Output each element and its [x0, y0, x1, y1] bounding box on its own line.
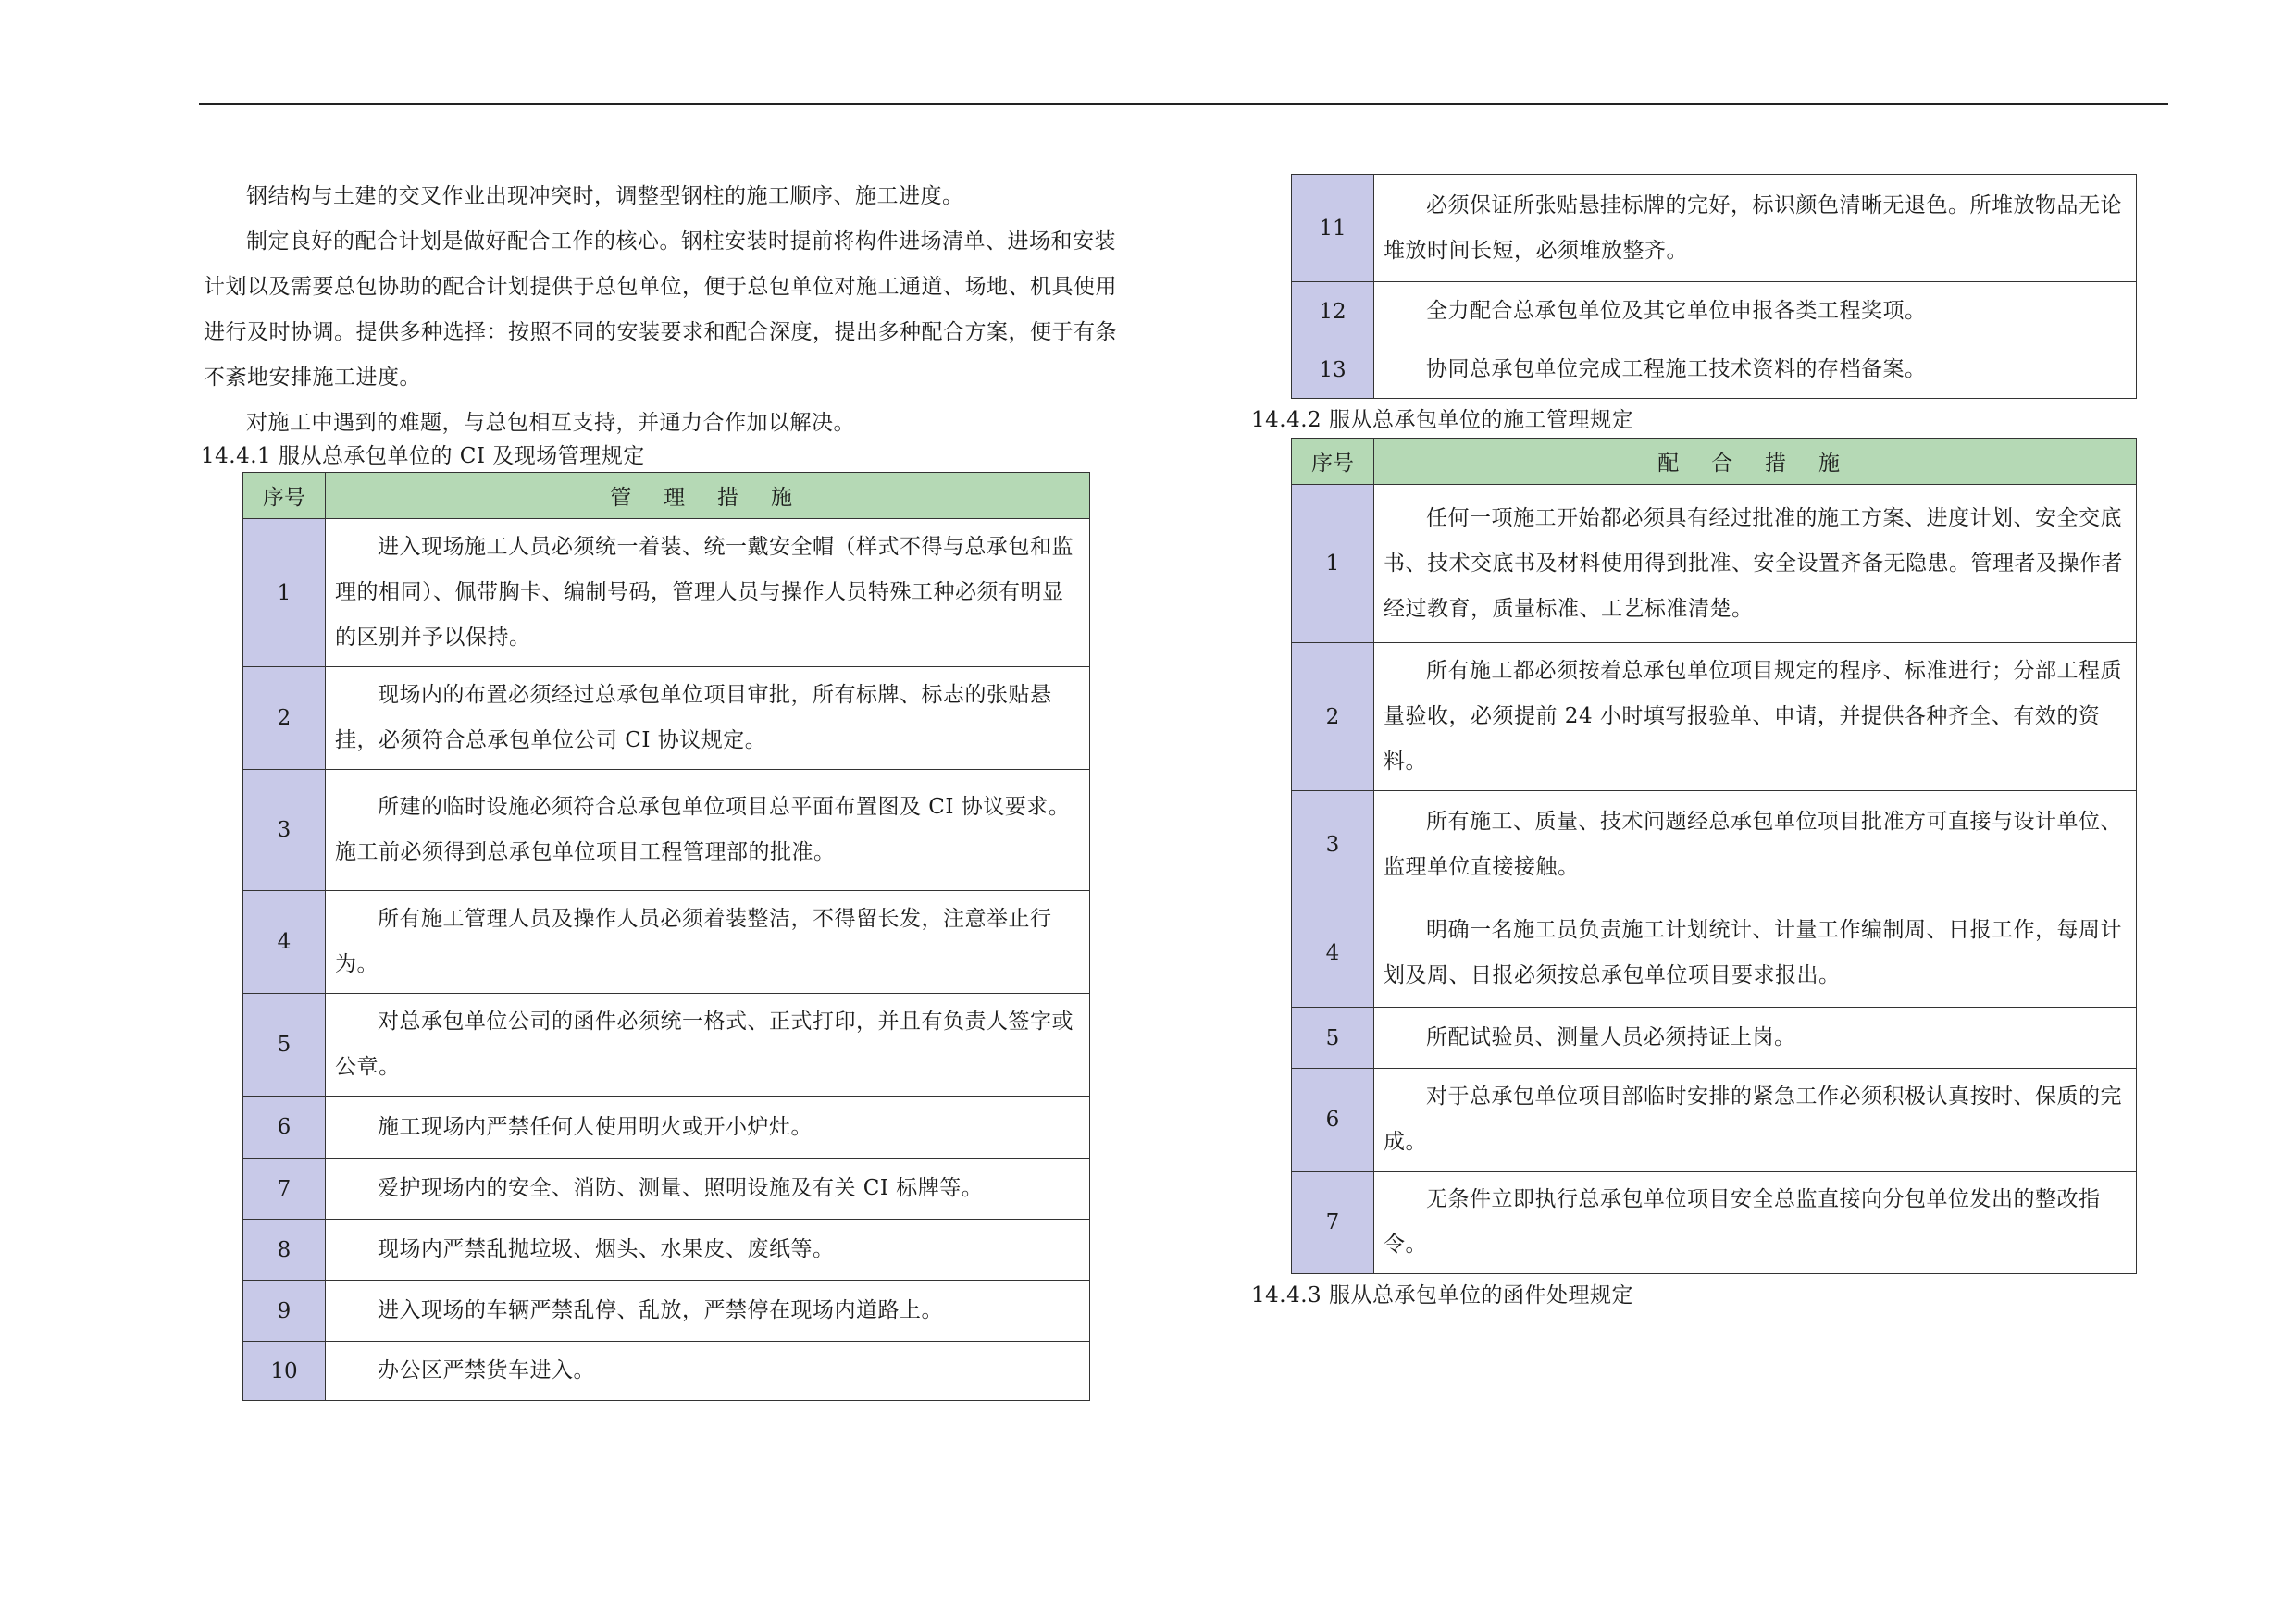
row-text: 对总承包单位公司的函件必须统一格式、正式打印，并且有负责人签字或公章。	[326, 994, 1090, 1097]
header-measures: 管 理 措 施	[326, 473, 1090, 519]
row-text: 办公区严禁货车进入。	[326, 1342, 1090, 1401]
row-num: 4	[243, 891, 326, 994]
row-num: 8	[243, 1220, 326, 1281]
row-text: 明确一名施工员负责施工计划统计、计量工作编制周、日报工作，每周计划及周、日报必须按总承包单位项目要求报出。	[1374, 899, 2137, 1008]
row-num: 2	[243, 667, 326, 770]
table-row	[243, 770, 1090, 891]
table-row	[1292, 485, 2137, 643]
row-num: 3	[1292, 791, 1374, 899]
row-num: 12	[1292, 282, 1374, 341]
table-row	[243, 1281, 1090, 1342]
table-row	[1292, 791, 2137, 899]
row-text: 爱护现场内的安全、消防、测量、照明设施及有关 CI 标牌等。	[326, 1159, 1090, 1220]
construction-management-table	[1291, 438, 2137, 1274]
row-num: 13	[1292, 341, 1374, 399]
table-row	[1292, 175, 2137, 282]
left-column	[201, 174, 1134, 1401]
intro-paragraph-3: 对施工中遇到的难题，与总包相互支持，并通力合作加以解决。	[246, 411, 855, 435]
intro-paragraph-1: 钢结构与土建的交叉作业出现冲突时，调整型钢柱的施工顺序、施工进度。	[246, 184, 964, 208]
row-text: 无条件立即执行总承包单位项目安全总监直接向分包单位发出的整改指令。	[1374, 1172, 2137, 1274]
table-row	[243, 1097, 1090, 1159]
table-row	[1292, 341, 2137, 399]
table-header-row	[243, 473, 1090, 519]
table-row	[1292, 643, 2137, 791]
row-text: 协同总承包单位完成工程施工技术资料的存档备案。	[1374, 341, 2137, 399]
table-row	[243, 994, 1090, 1097]
row-num: 5	[1292, 1008, 1374, 1069]
table-row	[243, 667, 1090, 770]
row-num: 2	[1292, 643, 1374, 791]
row-text: 现场内严禁乱抛垃圾、烟头、水果皮、废纸等。	[326, 1220, 1090, 1281]
table-header-row	[1292, 439, 2137, 485]
row-text: 所有施工、质量、技术问题经总承包单位项目批准方可直接与设计单位、监理单位直接接触。	[1374, 791, 2137, 899]
row-text: 施工现场内严禁任何人使用明火或开小炉灶。	[326, 1097, 1090, 1159]
header-measures: 配 合 措 施	[1374, 439, 2137, 485]
row-num: 1	[243, 519, 326, 667]
row-text: 所有施工都必须按着总承包单位项目规定的程序、标准进行；分部工程质量验收，必须提前 24 小时填写报验单、申请，并提供各种齐全、有效的资料。	[1374, 643, 2137, 791]
row-num: 7	[1292, 1172, 1374, 1274]
header-num: 序号	[243, 473, 326, 519]
row-text: 进入现场施工人员必须统一着装、统一戴安全帽（样式不得与总承包和监理的相同）、佩带胸卡、编制号码，管理人员与操作人员特殊工种必须有明显的区别并予以保持。	[326, 519, 1090, 667]
row-num: 6	[243, 1097, 326, 1159]
table-row	[1292, 282, 2137, 341]
row-num: 6	[1292, 1069, 1374, 1172]
header-num: 序号	[1292, 439, 1374, 485]
row-num: 7	[243, 1159, 326, 1220]
row-num: 9	[243, 1281, 326, 1342]
row-text: 进入现场的车辆严禁乱停、乱放，严禁停在现场内道路上。	[326, 1281, 1090, 1342]
row-num: 4	[1292, 899, 1374, 1008]
intro-paragraph-2: 制定良好的配合计划是做好配合工作的核心。钢柱安装时提前将构件进场清单、进场和安装计划以及需要总包协助的配合计划提供于总包单位，便于总包单位对施工通道、场地、机具使用进行及时协调。提供多种选择：按照不同的安装要求和配合深度，提出多种配合方案，便于有条不紊地安排施工进度。	[204, 229, 1117, 390]
ci-management-table-continued	[1291, 174, 2137, 399]
row-num: 1	[1292, 485, 1374, 643]
row-text: 全力配合总承包单位及其它单位申报各类工程奖项。	[1374, 282, 2137, 341]
section-title-14-4-2: 14.4.2 服从总承包单位的施工管理规定	[1251, 408, 1633, 432]
table-row	[1292, 1069, 2137, 1172]
table-row	[1292, 899, 2137, 1008]
row-num: 3	[243, 770, 326, 891]
section-title-14-4-1: 14.4.1 服从总承包单位的 CI 及现场管理规定	[201, 444, 645, 468]
row-num: 5	[243, 994, 326, 1097]
header-rule	[199, 103, 2168, 105]
row-text: 对于总承包单位项目部临时安排的紧急工作必须积极认真按时、保质的完成。	[1374, 1069, 2137, 1172]
table-row	[243, 891, 1090, 994]
table-row	[243, 1220, 1090, 1281]
ci-management-table	[242, 472, 1090, 1401]
row-text: 所有施工管理人员及操作人员必须着装整洁，不得留长发，注意举止行为。	[326, 891, 1090, 994]
row-text: 任何一项施工开始都必须具有经过批准的施工方案、进度计划、安全交底书、技术交底书及材料使用得到批准、安全设置齐备无隐患。管理者及操作者经过教育，质量标准、工艺标准清楚。	[1374, 485, 2137, 643]
row-num: 11	[1292, 175, 1374, 282]
section-title-14-4-3: 14.4.3 服从总承包单位的函件处理规定	[1251, 1283, 1633, 1308]
table-row	[1292, 1172, 2137, 1274]
row-text: 必须保证所张贴悬挂标牌的完好，标识颜色清晰无退色。所堆放物品无论堆放时间长短，必须堆放整齐。	[1374, 175, 2137, 282]
row-text: 所建的临时设施必须符合总承包单位项目总平面布置图及 CI 协议要求。施工前必须得到总承包单位项目工程管理部的批准。	[326, 770, 1090, 891]
right-column	[1251, 174, 2177, 1309]
table-row	[1292, 1008, 2137, 1069]
row-text: 所配试验员、测量人员必须持证上岗。	[1374, 1008, 2137, 1069]
row-text: 现场内的布置必须经过总承包单位项目审批，所有标牌、标志的张贴悬挂，必须符合总承包单位公司 CI 协议规定。	[326, 667, 1090, 770]
row-num: 10	[243, 1342, 326, 1401]
table-row	[243, 519, 1090, 667]
table-row	[243, 1342, 1090, 1401]
table-row	[243, 1159, 1090, 1220]
